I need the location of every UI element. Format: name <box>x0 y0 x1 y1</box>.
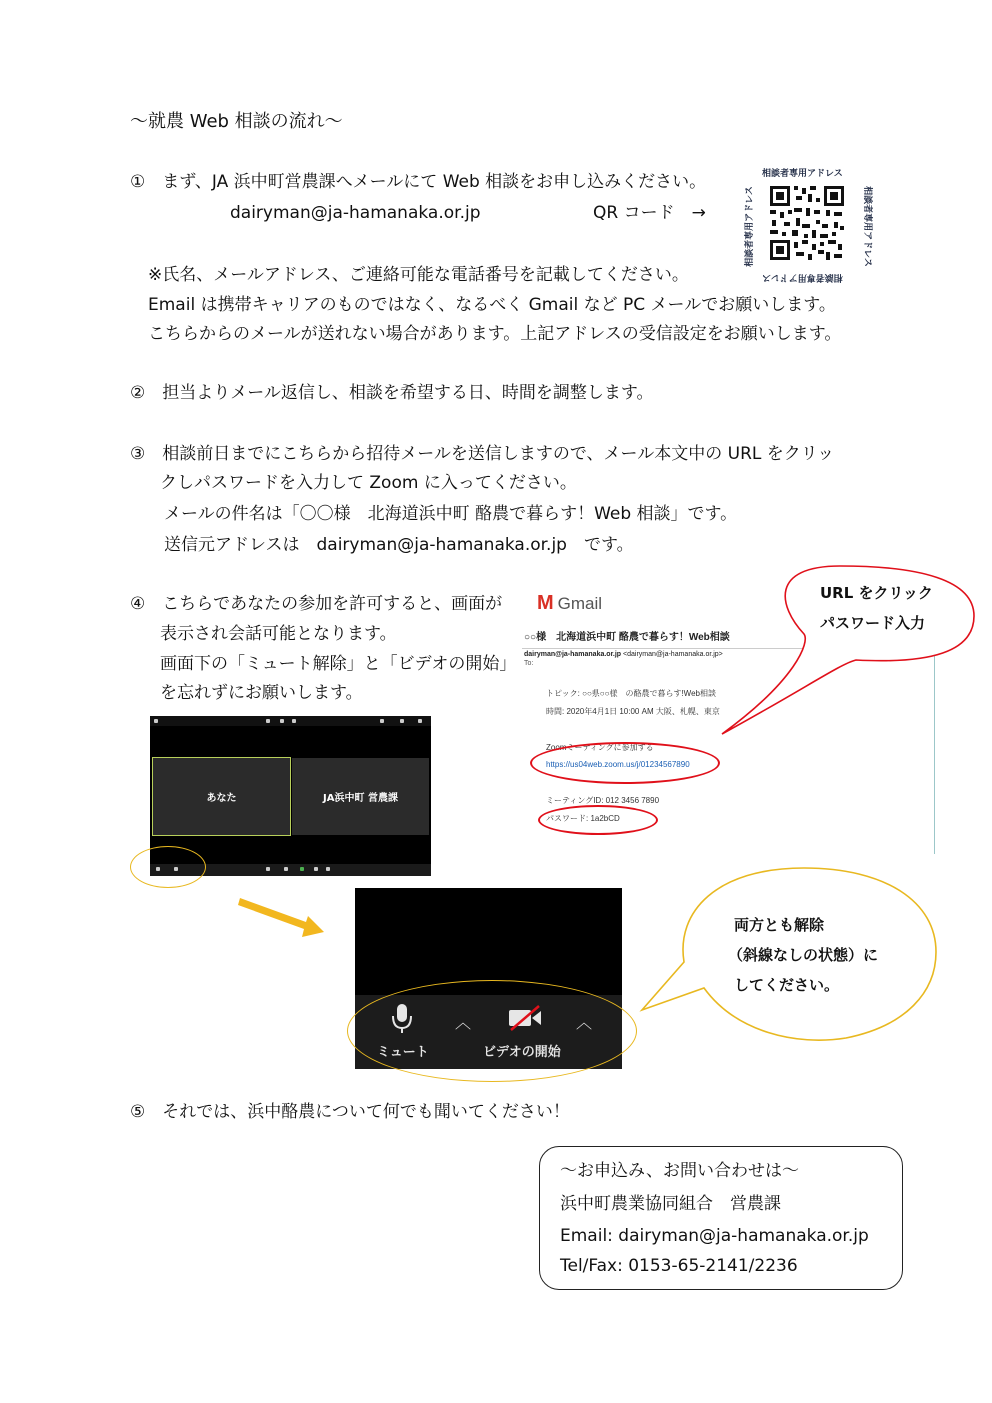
audio-options-chevron-up-icon[interactable]: ︿ <box>455 1013 472 1032</box>
step3-line2: クしパスワードを入力して Zoom に入ってください。 <box>160 473 577 493</box>
qr-caption-left: 相談者専用アドレス <box>744 186 755 267</box>
gmail-password: パスワード: 1a2bCD <box>546 814 620 823</box>
page-title: ～就農 Web 相談の流れ～ <box>130 111 343 132</box>
step1-note3: こちらからのメールが送れない場合があります。上記アドレスの受信設定をお願いします。 <box>148 324 842 344</box>
contact-email[interactable]: dairyman@ja-hamanaka.or.jp <box>230 203 481 223</box>
contact-heading: ～お申込み、お問い合わせは～ <box>560 1161 800 1181</box>
callout-url-line2: パスワード入力 <box>820 614 926 632</box>
step5-text: ⑤ それでは、浜中酪農について何でも聞いてください！ <box>130 1102 570 1122</box>
video-options-chevron-up-icon[interactable]: ︿ <box>576 1013 593 1032</box>
gmail-join-text: Zoomミーティングに参加する <box>546 743 654 752</box>
gmail-logo: M Gmail <box>537 592 603 614</box>
gmail-m-icon: M <box>537 592 554 614</box>
start-video-button-label[interactable]: ビデオの開始 <box>483 1045 561 1060</box>
step1-text: ① まず、JA 浜中町営農課へメールにて Web 相談をお申し込みください。 <box>130 172 707 192</box>
step3-line1: ③ 相談前日までにこちらから招待メールを送信しますので、メール本文中の URL をクリッ <box>130 444 835 464</box>
qr-code[interactable] <box>744 168 872 286</box>
zoom-top-bar <box>150 716 431 726</box>
qr-caption-right: 相談者専用アドレス <box>861 186 872 267</box>
qr-pattern <box>768 184 846 262</box>
small-highlight-oval <box>130 846 206 888</box>
step2-text: ② 担当よりメール返信し、相談を希望する日、時間を調整します。 <box>130 383 654 403</box>
callout-release-line2: （斜線なしの状態）に <box>728 946 879 964</box>
qr-caption-bottom: 相談者専用アドレス <box>762 272 843 282</box>
callout-url-line1: URL をクリック <box>820 584 933 602</box>
step3-line3: メールの件名は「〇〇様 北海道浜中町 酪農で暮らす！Web 相談」です。 <box>164 504 738 524</box>
arrow-icon <box>236 892 328 942</box>
step4-line1: ④ こちらであなたの参加を許可すると、画面が <box>130 594 503 614</box>
gmail-topic: トピック: ○○県○○様 の酪農で暮らす!Web相談 <box>546 689 716 698</box>
qr-label: QR コード → <box>593 203 706 223</box>
contact-box <box>539 1146 903 1290</box>
callout-release-line3: してください。 <box>734 976 840 994</box>
gmail-subject: ○○様 北海道浜中町 酪農で暮らす！Web相談 <box>524 632 730 643</box>
step3-line4: 送信元アドレスは dairyman@ja-hamanaka.or.jp です。 <box>164 535 634 555</box>
qr-caption-top: 相談者専用アドレス <box>762 169 843 179</box>
mute-button-label[interactable]: ミュート <box>377 1045 429 1060</box>
password-highlight-oval <box>538 805 658 835</box>
gmail-zoom-link[interactable]: https://us04web.zoom.us/j/01234567890 <box>546 760 690 769</box>
toolbar-highlight-oval <box>347 980 637 1082</box>
step1-note1: ※氏名、メールアドレス、ご連絡可能な電話番号を記載してください。 <box>148 265 689 285</box>
contact-email-line[interactable]: Email: dairyman@ja-hamanaka.or.jp <box>560 1226 869 1246</box>
callout-release-line1: 両方とも解除 <box>734 916 825 934</box>
gmail-time: 時間: 2020年4月1日 10:00 AM 大阪、札幌、東京 <box>546 707 720 716</box>
step4-line4: を忘れずにお願いします。 <box>160 683 363 703</box>
gmail-to: To: <box>524 660 534 667</box>
link-highlight-oval <box>530 742 720 784</box>
step4-line3: 画面下の「ミュート解除」と「ビデオの開始」 <box>160 654 517 674</box>
gmail-meeting-id: ミーティングID: 012 3456 7890 <box>546 796 660 805</box>
video-tile-self[interactable]: あなた <box>152 757 291 836</box>
contact-tel-fax: Tel/Fax: 0153-65-2141/2236 <box>560 1256 798 1276</box>
video-tile-host[interactable]: JA浜中町 営農課 <box>292 758 429 835</box>
contact-organization: 浜中町農業協同組合 営農課 <box>560 1194 781 1214</box>
step1-note2: Email は携帯キャリアのものではなく、なるべく Gmail など PC メールでお願いします。 <box>148 295 836 315</box>
gmail-from: dairyman@ja-hamanaka.or.jp <dairyman@ja-hamanaka.or.jp> <box>524 651 723 658</box>
step4-line2: 表示され会話可能となります。 <box>160 624 397 644</box>
